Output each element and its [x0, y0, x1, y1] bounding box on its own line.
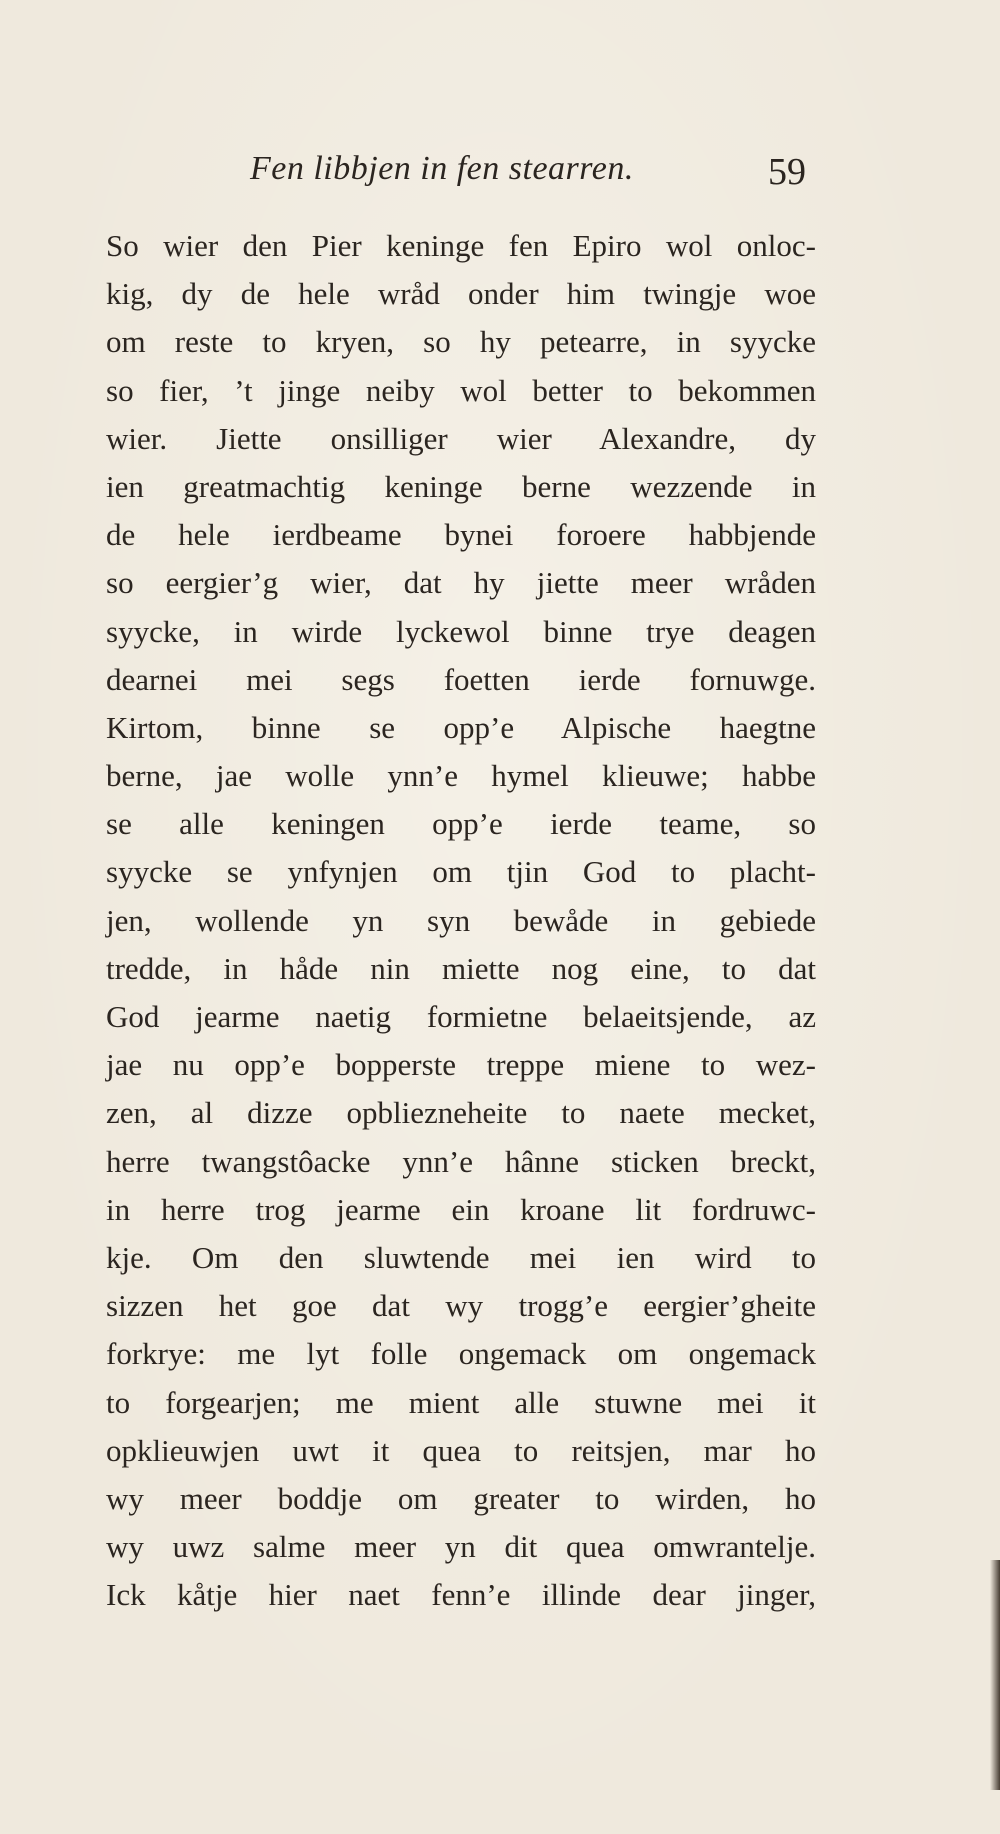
text-line: tredde, in håde nin miette nog eine, to dat: [106, 950, 816, 986]
text-line: herre twangstôacke ynn’e hânne sticken breckt,: [106, 1143, 816, 1179]
text-line: to forgearjen; me mient alle stuwne mei it: [106, 1384, 816, 1420]
text-line: in herre trog jearme ein kroane lit fordruwc-: [106, 1191, 816, 1227]
text-line: zen, al dizze opbliezneheite to naete mecket,: [106, 1095, 816, 1131]
text-line: wy uwz salme meer yn dit quea omwrantelje.: [106, 1529, 816, 1565]
text-line: opklieuwjen uwt it quea to reitsjen, mar ho: [106, 1432, 816, 1468]
text-line: berne, jae wolle ynn’e hymel klieuwe; habbe: [106, 758, 816, 794]
page-edge-shadow: [990, 1560, 1000, 1790]
text-line: syycke se ynfynjen om tjin God to placht-: [106, 854, 816, 890]
text-line: forkrye: me lyt folle ongemack om ongemack: [106, 1336, 816, 1372]
text-line: se alle keningen opp’e ierde teame, so: [106, 806, 816, 842]
body-text: [106, 222, 816, 1619]
text-line: jae nu opp’e bopperste treppe miene to wez-: [106, 1047, 816, 1083]
text-line: so eergier’g wier, dat hy jiette meer wråden: [106, 565, 816, 601]
text-line: So wier den Pier keninge fen Epiro wol onloc-: [106, 228, 816, 263]
text-line: om reste to kryen, so hy petearre, in syycke: [106, 324, 816, 360]
text-line: jen, wollende yn syn bewåde in gebiede: [106, 902, 816, 938]
page-number: 59: [768, 151, 806, 193]
text-line: Kirtom, binne se opp’e Alpische haegtne: [106, 709, 816, 745]
text-line: dearnei mei segs foetten ierde fornuwge.: [106, 661, 816, 697]
running-title: Fen libbjen in fen stearren.: [250, 150, 634, 187]
text-line: so fier, ’t jinge neiby wol better to bekommen: [106, 372, 816, 408]
text-line: sizzen het goe dat wy trogg’e eergier’gheite: [106, 1288, 816, 1324]
text-line: ien greatmachtig keninge berne wezzende in: [106, 468, 816, 504]
text-line: wy meer boddje om greater to wirden, ho: [106, 1480, 816, 1516]
text-line: syycke, in wirde lyckewol binne trye deagen: [106, 613, 816, 649]
page-header: [0, 150, 1000, 200]
text-line: de hele ierdbeame bynei foroere habbjende: [106, 517, 816, 553]
text-line: God jearme naetig formietne belaeitsjende, az: [106, 999, 816, 1034]
text-line: kig, dy de hele wråd onder him twingje woe: [106, 276, 816, 312]
text-line: kje. Om den sluwtende mei ien wird to: [106, 1239, 816, 1275]
text-line: Ick kåtje hier naet fenn’e illinde dear jinger,: [106, 1577, 816, 1613]
text-line: wier. Jiette onsilliger wier Alexandre, dy: [106, 420, 816, 456]
